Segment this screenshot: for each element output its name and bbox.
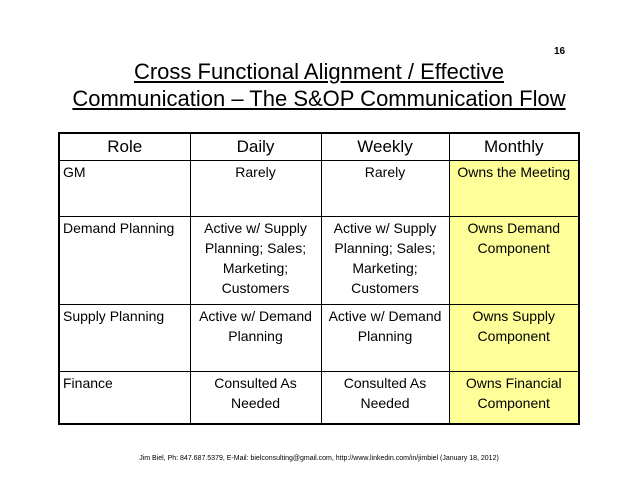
slide-title bbox=[0, 58, 638, 112]
header-role: Role bbox=[59, 133, 190, 161]
cell-weekly: Active w/ Supply Planning; Sales; Marketing; Customers bbox=[321, 217, 449, 305]
cell-daily: Active w/ Supply Planning; Sales; Marketing; Customers bbox=[190, 217, 321, 305]
communication-flow-table bbox=[58, 132, 580, 425]
title-line-1: Cross Functional Alignment / Effective bbox=[133, 59, 505, 84]
table-header-row bbox=[59, 133, 579, 161]
cell-monthly: Owns Financial Component bbox=[449, 371, 579, 424]
page-number: 16 bbox=[554, 46, 566, 57]
cell-daily: Rarely bbox=[190, 161, 321, 217]
cell-daily: Consulted As Needed bbox=[190, 371, 321, 424]
table-row bbox=[59, 371, 579, 424]
header-weekly: Weekly bbox=[321, 133, 449, 161]
cell-weekly: Consulted As Needed bbox=[321, 371, 449, 424]
table-row bbox=[59, 305, 579, 372]
header-monthly: Monthly bbox=[449, 133, 579, 161]
cell-monthly: Owns Demand Component bbox=[449, 217, 579, 305]
title-line-2: Communication – The S&OP Communication Flow bbox=[72, 86, 566, 111]
cell-weekly: Rarely bbox=[321, 161, 449, 217]
table-row bbox=[59, 217, 579, 305]
cell-role: Finance bbox=[59, 371, 190, 424]
cell-role: GM bbox=[59, 161, 190, 217]
footer-contact: Jim Biel, Ph: 847.687.5379, E-Mail: bielconsulting@gmail.com, http://www.linkedin.com/in/jimbiel (January 18, 2012) bbox=[139, 455, 499, 462]
cell-role: Demand Planning bbox=[59, 217, 190, 305]
cell-weekly: Active w/ Demand Planning bbox=[321, 305, 449, 372]
cell-monthly: Owns Supply Component bbox=[449, 305, 579, 372]
header-daily: Daily bbox=[190, 133, 321, 161]
table-row bbox=[59, 161, 579, 217]
cell-role: Supply Planning bbox=[59, 305, 190, 372]
cell-daily: Active w/ Demand Planning bbox=[190, 305, 321, 372]
cell-monthly: Owns the Meeting bbox=[449, 161, 579, 217]
